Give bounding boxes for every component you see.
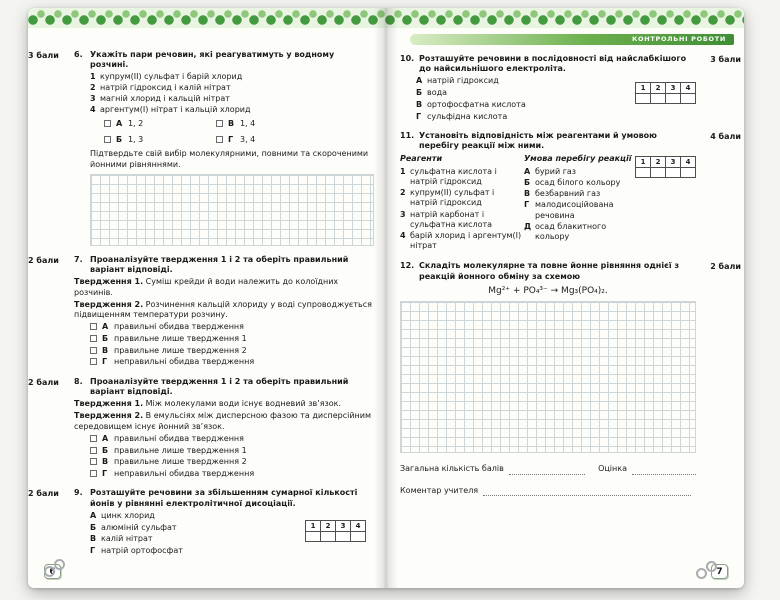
option-row [90, 511, 295, 521]
option-row [216, 135, 328, 145]
statement-text: В емульсіях між дисперсною фазою та дисперсійним середовищем існує йонний зв’язок. [74, 411, 372, 431]
grid-answer-cell[interactable] [636, 167, 651, 177]
option-letter: В [90, 534, 97, 544]
option-row [416, 88, 616, 98]
option-row [90, 469, 374, 479]
grid-header-cell: 2 [321, 521, 336, 532]
option-row [90, 334, 374, 344]
question-number: 11. [400, 130, 415, 140]
reagent-item [400, 167, 524, 187]
ring-icon [54, 559, 65, 570]
option-row [104, 119, 216, 129]
option-text: правильне лише твердження 1 [114, 445, 247, 455]
grid-header-cell: 1 [636, 156, 651, 167]
question-head [74, 255, 374, 275]
option-letter: Б [102, 333, 109, 343]
grid-answer-cell[interactable] [336, 532, 351, 542]
grid-header-cell: 1 [636, 83, 651, 94]
grid-header-cell: 2 [651, 83, 666, 94]
options-list [90, 434, 374, 479]
option-row [90, 457, 374, 467]
option-row [90, 534, 295, 544]
checkbox[interactable] [90, 458, 97, 465]
grid-answer-cell[interactable] [351, 532, 366, 542]
writing-grid[interactable] [400, 301, 696, 453]
page-number-right: 7 [711, 564, 728, 579]
option-text: безбарвний газ [535, 189, 601, 199]
option-letter: В [416, 99, 423, 109]
condition-item [524, 167, 632, 177]
rings-decoration [44, 558, 78, 582]
grid-answer-cell[interactable] [321, 532, 336, 542]
option-letter: Б [416, 88, 423, 98]
option-text: правильні обидва твердження [114, 322, 244, 332]
option-text: правильне лише твердження 2 [114, 345, 247, 355]
item-number: 1 [400, 166, 406, 176]
option-text: 1, 2 [128, 119, 144, 129]
item-number: 4 [400, 231, 406, 241]
option-letter: А [416, 76, 423, 86]
option-text: правильне лише твердження 1 [114, 333, 247, 343]
grid-answer-cell[interactable] [681, 167, 696, 177]
question-7 [28, 254, 374, 368]
question-number: 8. [74, 376, 83, 386]
option-text: неправильні обидва твердження [114, 469, 255, 479]
option-text: 1, 4 [240, 119, 256, 129]
grid-header-cell: 2 [651, 156, 666, 167]
statement [74, 411, 374, 431]
item-text: сульфатна кислота і натрій гідроксид [410, 166, 497, 186]
option-text: неправильні обидва твердження [114, 357, 255, 367]
checkbox[interactable] [90, 447, 97, 454]
options-list [416, 76, 616, 121]
question-head [74, 488, 374, 508]
grid-answer-cell[interactable] [666, 94, 681, 104]
ring-icon [706, 561, 717, 572]
option-text: натрій ортофосфат [101, 545, 183, 555]
points-label: 2 бали [28, 489, 59, 499]
option-row [90, 546, 295, 556]
options-list [90, 322, 374, 367]
question-6 [28, 50, 374, 246]
statement-label: Твердження 1. [74, 399, 144, 409]
option-row [90, 434, 374, 444]
question-number: 9. [74, 488, 83, 498]
grid-answer-cell[interactable] [651, 94, 666, 104]
page-left [28, 28, 386, 588]
column-header: Реагенти [400, 154, 443, 164]
option-text: малодисоційована речовина [535, 200, 614, 220]
option-text: алюміній сульфат [101, 522, 177, 532]
option-text: 1, 3 [128, 134, 144, 144]
question-text: Розташуйте речовини в послідовності від найслабкішого до найсильнішого електроліта. [419, 54, 687, 74]
option-text: бурий газ [535, 166, 577, 176]
option-letter: А [102, 433, 109, 443]
question-head [74, 377, 374, 397]
statement [74, 399, 374, 409]
condition-item [524, 222, 632, 242]
checkbox[interactable] [104, 120, 111, 127]
grid-answer-cell[interactable] [681, 94, 696, 104]
instruction-note: Підтвердьте свій вибір молекулярними, повними та скороченими йонними рівняннями. [90, 149, 369, 169]
statement-text: Між молекулами води існує водневий зв’язок. [145, 399, 342, 409]
statement-label: Твердження 1. [74, 277, 144, 287]
condition-item [524, 189, 632, 199]
option-row [416, 100, 616, 110]
item-text: натрій карбонат і сульфатна кислота [410, 209, 493, 229]
book-spread [28, 8, 744, 588]
question-head [74, 50, 374, 70]
option-letter: А [524, 166, 531, 176]
option-row [104, 135, 216, 145]
total-score-line [509, 466, 585, 475]
item-number: 3 [90, 93, 96, 103]
statement [74, 300, 374, 320]
checkbox[interactable] [90, 470, 97, 477]
item-number: 4 [90, 104, 96, 114]
option-letter: Г [102, 357, 108, 367]
reagents-column [400, 154, 524, 252]
item-number: 1 [90, 72, 96, 82]
option-row [90, 357, 374, 367]
checkbox[interactable] [90, 335, 97, 342]
option-row [90, 446, 374, 456]
points-label: 3 бали [710, 55, 741, 64]
option-letter: А [116, 119, 123, 129]
question-number: 10. [400, 54, 415, 63]
question-text: Складіть молекулярне та повне йонне рівняння однієї з реакцій йонного обміну за схемою [419, 261, 679, 281]
option-text: ортофосфатна кислота [427, 99, 526, 109]
ring-icon [44, 566, 55, 577]
reaction-scheme: Mg²⁺ + PO₄³⁻ → Mg₃(PO₄)₂. [488, 285, 608, 296]
writing-grid[interactable] [90, 174, 374, 246]
condition-item [524, 178, 632, 188]
grid-header-cell: 3 [666, 83, 681, 94]
option-row [90, 346, 374, 356]
option-text: цинк хлорид [101, 510, 155, 520]
page-number-left: 6 [44, 564, 61, 579]
item-text: аргентум(І) нітрат і кальцій хлорид [100, 104, 251, 114]
list-item [90, 94, 374, 104]
score-footer [400, 464, 696, 474]
grid-answer-cell[interactable] [666, 167, 681, 177]
question-text: Проаналізуйте твердження 1 і 2 та оберіть правильний варіант відповіді. [90, 254, 349, 275]
option-letter: Г [102, 469, 108, 479]
option-letter: Б [524, 177, 531, 187]
option-text: сульфідна кислота [427, 111, 508, 121]
question-9 [28, 488, 374, 556]
option-letter: В [102, 457, 109, 467]
options-grid [104, 118, 374, 146]
option-letter: А [102, 322, 109, 332]
teacher-comment-label: Коментар учителя [400, 485, 479, 495]
question-text: Укажіть пари речовин, які реагуватимуть у водному розчині. [90, 50, 335, 70]
grid-header-cell: 3 [666, 156, 681, 167]
checkbox[interactable] [90, 435, 97, 442]
right-page-content [400, 54, 741, 496]
grid-answer-cell[interactable] [306, 532, 321, 542]
option-row [416, 76, 616, 86]
question-text: Установіть відповідність між реагентами й умовою перебігу реакції між ними. [419, 130, 657, 151]
question-10 [400, 54, 741, 122]
question-head [400, 54, 696, 74]
option-letter: А [90, 510, 97, 520]
checkbox[interactable] [90, 358, 97, 365]
options-list [90, 511, 295, 556]
item-number: 2 [90, 83, 96, 93]
question-number: 6. [74, 50, 83, 59]
substance-list [90, 72, 374, 114]
reagent-item [400, 210, 524, 230]
option-text: осад білого кольору [535, 177, 621, 187]
option-letter: Г [524, 200, 530, 210]
item-text: барій хлорид і аргентум(І) нітрат [410, 231, 522, 251]
answer-grid [635, 82, 696, 104]
checkbox[interactable] [216, 120, 223, 127]
reagent-item [400, 231, 524, 251]
question-head [400, 261, 696, 281]
option-text: калій нітрат [101, 534, 153, 544]
points-label: 4 бали [710, 131, 741, 141]
option-letter: Б [90, 522, 97, 532]
points-label: 2 бали [710, 262, 741, 272]
option-letter: Б [116, 134, 123, 144]
statement [74, 277, 374, 297]
reagent-item [400, 188, 524, 208]
page-right [386, 28, 744, 588]
grid-answer-cell[interactable] [636, 94, 651, 104]
option-row [216, 119, 328, 129]
option-letter: В [102, 345, 109, 355]
option-text: вода [427, 88, 448, 98]
decorative-top-band [28, 8, 744, 28]
option-text: 3, 4 [240, 134, 256, 144]
list-item [90, 83, 374, 93]
option-letter: Г [228, 134, 234, 144]
ring-icon [696, 568, 707, 579]
option-letter: В [524, 189, 531, 199]
grid-header-cell: 3 [336, 521, 351, 532]
grade-line [632, 466, 696, 475]
option-row [416, 112, 616, 122]
grid-header-cell: 4 [681, 156, 696, 167]
grid-header-cell: 4 [351, 521, 366, 532]
answer-grid [305, 520, 366, 542]
question-number: 7. [74, 254, 83, 264]
running-header: КОНТРОЛЬНІ РОБОТИ [410, 34, 734, 45]
rings-decoration [696, 560, 730, 584]
checkbox[interactable] [90, 323, 97, 330]
option-letter: Д [524, 221, 532, 231]
list-item [90, 72, 374, 82]
option-letter: В [228, 119, 235, 129]
list-item [90, 105, 374, 115]
option-row [90, 322, 374, 332]
question-8 [28, 376, 374, 480]
comment-footer [400, 486, 696, 496]
question-number: 12. [400, 261, 415, 271]
option-letter: Б [102, 445, 109, 455]
grid-answer-cell[interactable] [651, 167, 666, 177]
option-letter: Г [416, 111, 422, 121]
option-letter: Г [90, 545, 96, 555]
checkbox[interactable] [216, 136, 223, 143]
grade-label: Оцінка [598, 464, 627, 474]
option-text: натрій гідроксид [427, 76, 499, 86]
teacher-comment-line [483, 487, 691, 496]
statement-text: Розчинення кальцій хлориду у воді супроводжується підвищенням температури розчину. [74, 299, 372, 320]
statement-label: Твердження 2. [74, 411, 144, 421]
item-text: натрій гідроксид і калій нітрат [100, 83, 231, 93]
question-text: Розташуйте речовини за збільшенням сумарної кількості йонів у рівнянні електролітичної дисоціації. [90, 488, 358, 508]
option-row [90, 523, 295, 533]
statement-label: Твердження 2. [74, 299, 144, 309]
item-number: 3 [400, 209, 406, 219]
item-text: купрум(ІІ) сульфат і натрій гідроксид [410, 188, 495, 208]
option-text: правильні обидва твердження [114, 433, 244, 443]
question-text: Проаналізуйте твердження 1 і 2 та оберіть правильний варіант відповіді. [90, 376, 349, 396]
checkbox[interactable] [104, 136, 111, 143]
points-label: 2 бали [28, 377, 59, 387]
points-label: 2 бали [28, 255, 59, 265]
total-score-label: Загальна кількість балів [400, 464, 504, 474]
item-number: 2 [400, 188, 406, 198]
column-header: Умова перебігу реакції [524, 154, 632, 164]
option-text: правильне лише твердження 2 [114, 457, 247, 467]
grid-header-cell: 1 [306, 521, 321, 532]
answer-grid [635, 156, 696, 178]
option-text: осад блакитного кольору [535, 221, 607, 242]
item-text: купрум(ІІ) сульфат і барій хлорид [100, 72, 243, 82]
left-page-content [28, 50, 374, 565]
question-head [400, 131, 696, 151]
statement-text: Суміш крейди й води належить до колоїдних розчинів. [74, 277, 339, 297]
points-label: 3 бали [28, 51, 59, 60]
question-11 [400, 130, 741, 253]
question-12 [400, 261, 741, 453]
condition-item [524, 200, 632, 220]
checkbox[interactable] [90, 347, 97, 354]
item-text: магній хлорид і кальцій нітрат [100, 93, 230, 103]
grid-header-cell: 4 [681, 83, 696, 94]
